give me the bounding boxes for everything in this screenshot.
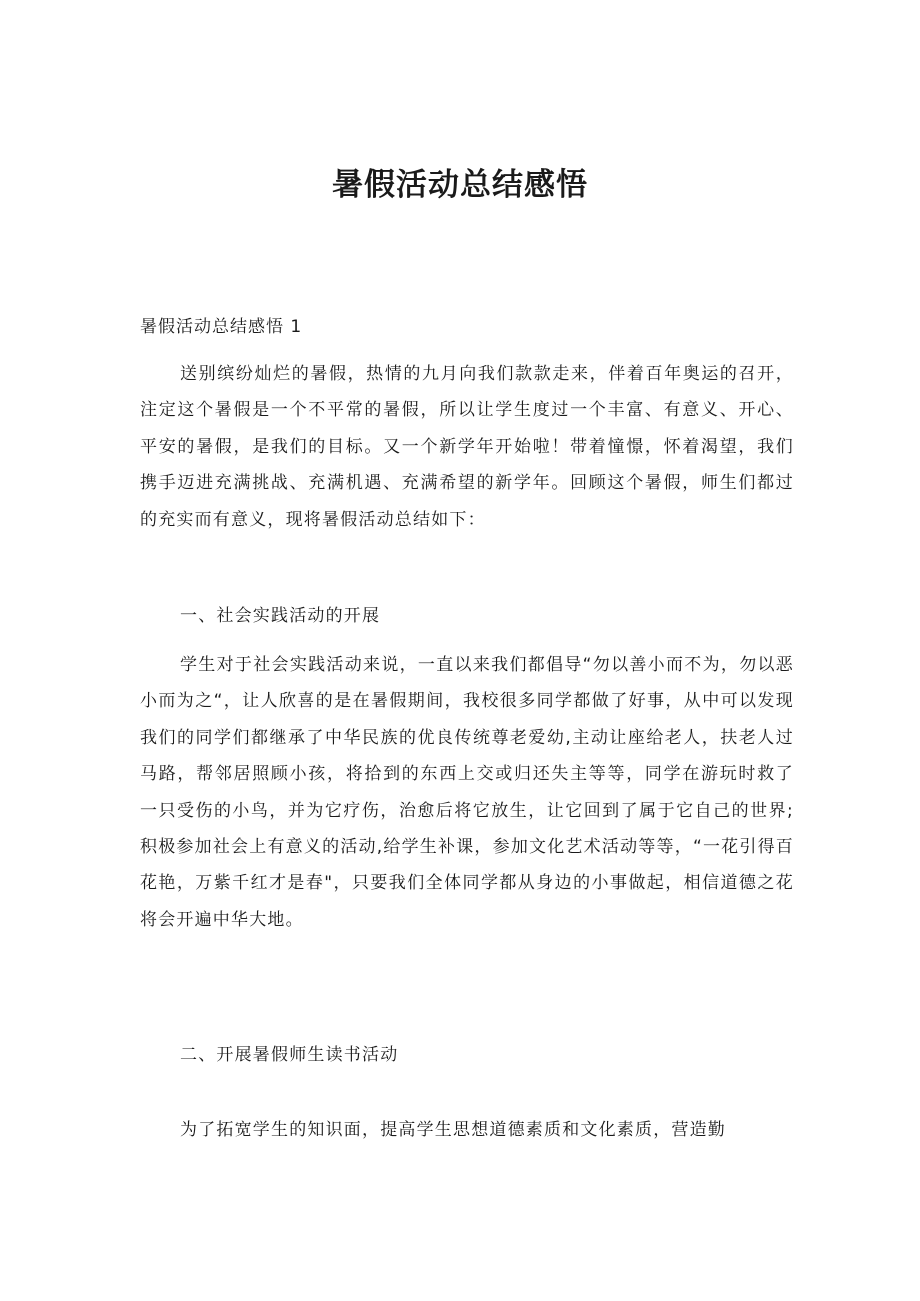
subheading-social-practice: 一、社会实践活动的开展 — [180, 606, 381, 626]
paragraph-social-practice: 学生对于社会实践活动来说，一直以来我们都倡导“勿以善小而不为，勿以恶小而为之“，让人欣喜的是在暑假期间，我校很多同学都做了好事，从中可以发现我们的同学们都继承了中华民族的优良传统尊老爱幼,主动让座给老人，扶老人过马路，帮邻居照顾小孩，将拾到的东西上交或归还失主等等，同学在游玩时救了一只受伤的小鸟，并为它疗伤，治愈后将它放生，让它回到了属于它自己的世界;积极参加社会上有意义的活动,给学生补课，参加文化艺术活动等等，“一花引得百花艳，万紫千红才是春"，只要我们全体同学都从身边的小事做起，相信道德之花将会开遍中华大地。 — [140, 655, 794, 930]
subheading-reading-activity: 二、开展暑假师生读书活动 — [180, 1045, 399, 1065]
section-heading: 暑假活动总结感悟 1 — [140, 317, 303, 337]
paragraph-reading-activity: 为了拓宽学生的知识面，提高学生思想道德素质和文化素质，营造勤 — [180, 1120, 726, 1140]
paragraph-intro: 送别缤纷灿烂的暑假，热情的九月向我们款款走来，伴着百年奥运的召开，注定这个暑假是一个不平常的暑假，所以让学生度过一个丰富、有意义、开心、平安的暑假，是我们的目标。又一个新学年开始啦！带着憧憬，怀着渴望，我们携手迈进充满挑战、充满机遇、充满希望的新学年。回顾这个暑假，师生们都过的充实而有意义，现将暑假活动总结如下： — [140, 364, 794, 530]
document-title: 暑假活动总结感悟 — [332, 167, 588, 203]
